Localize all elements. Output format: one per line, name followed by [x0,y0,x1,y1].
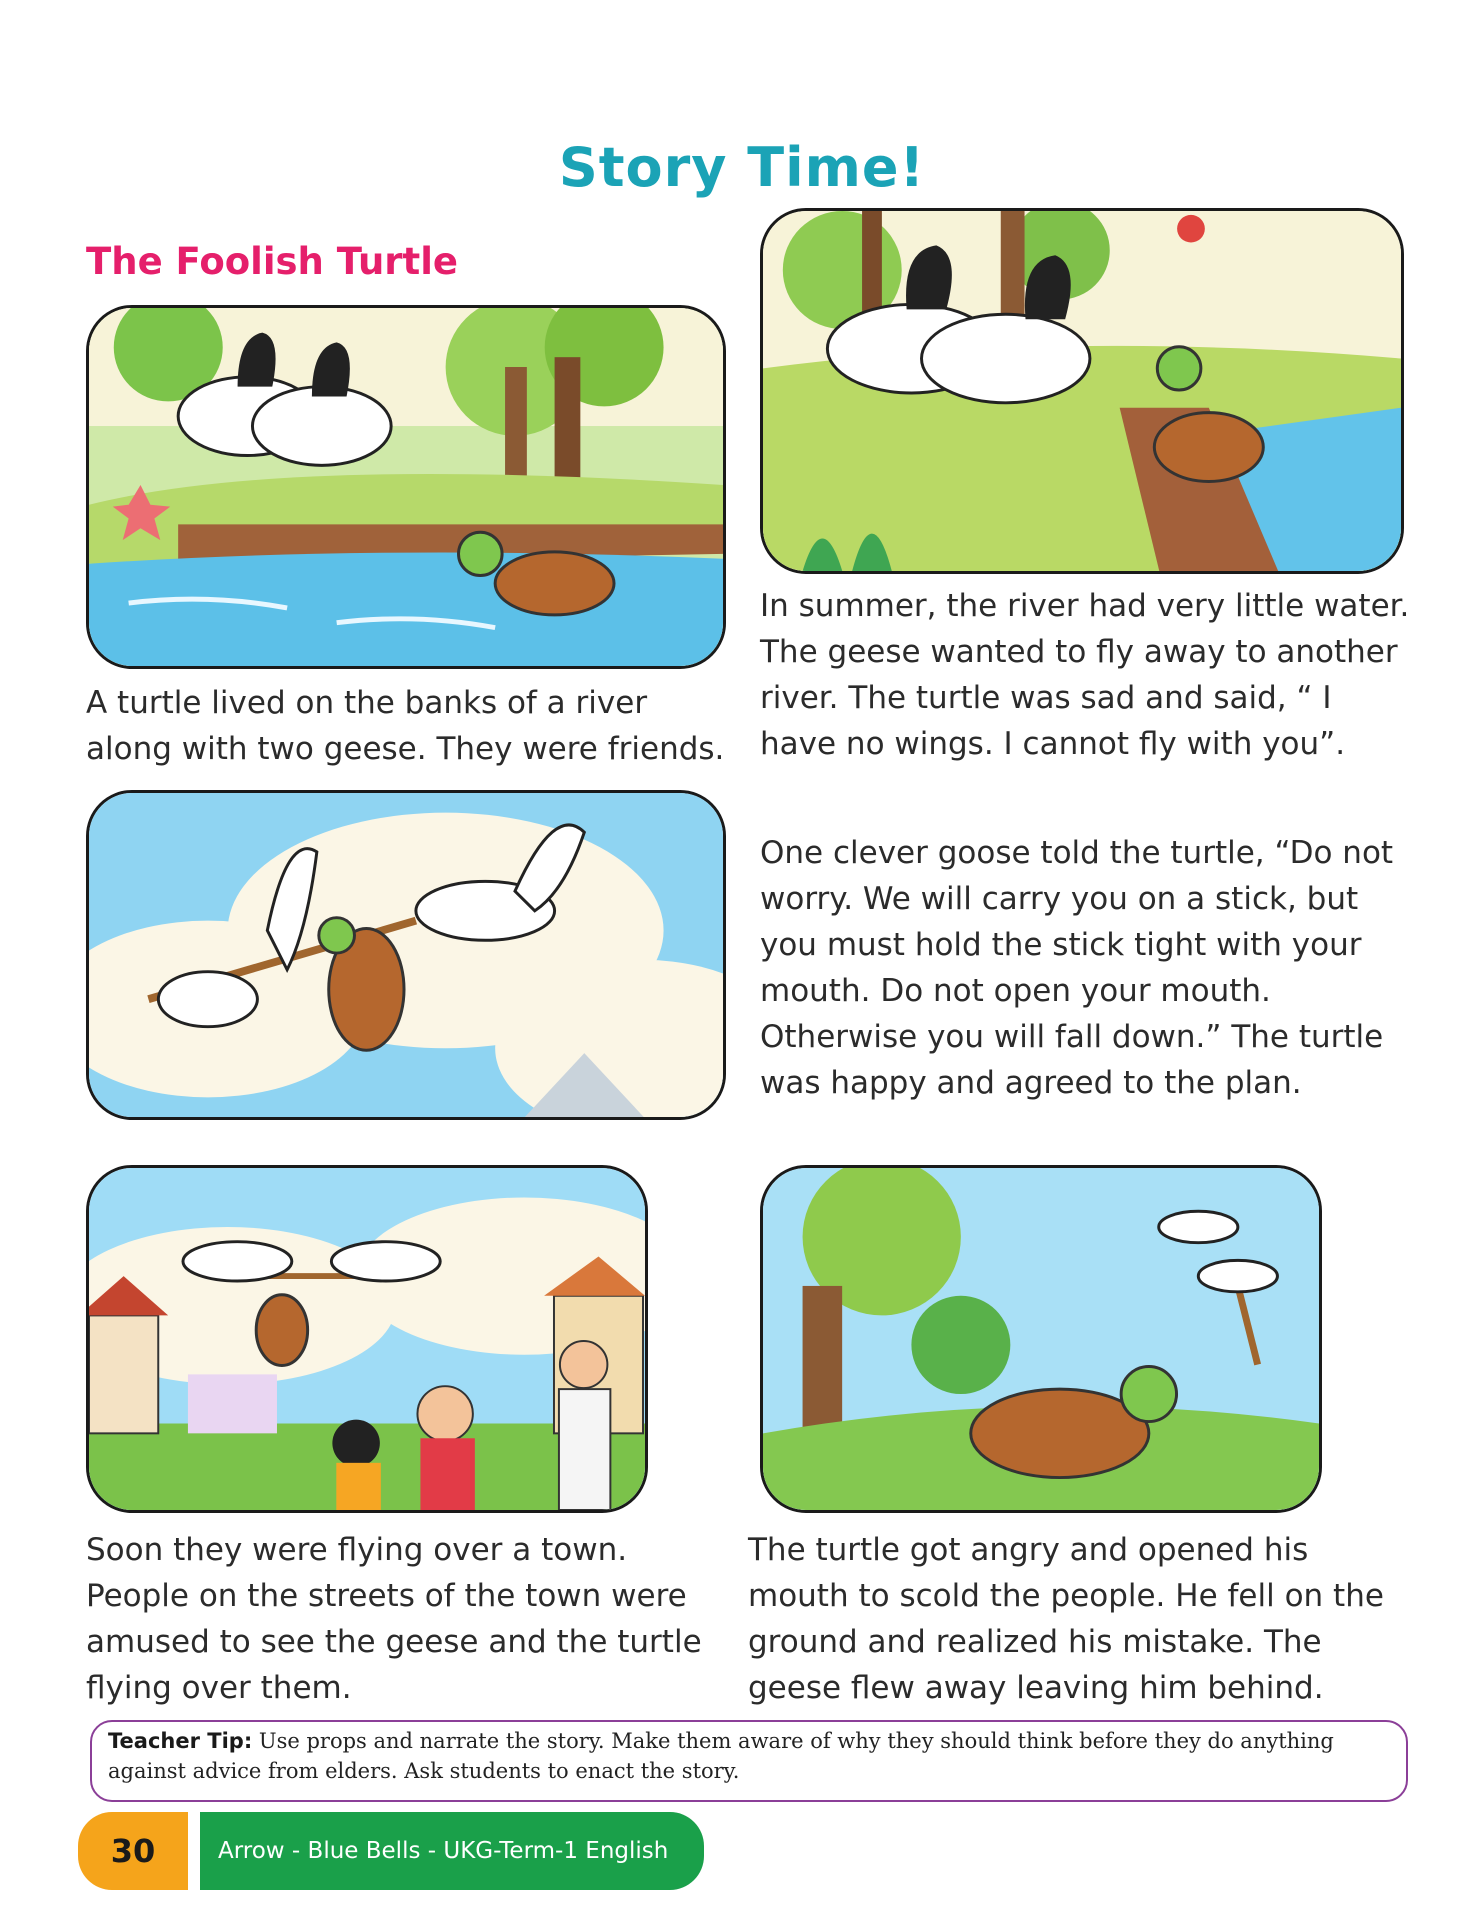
footer-book-title: Arrow - Blue Bells - UKG-Term-1 English [200,1812,704,1890]
story-paragraph-1: A turtle lived on the banks of a river along with two geese. They were friends. [86,685,725,767]
teacher-tip-label: Teacher Tip: [108,1729,253,1753]
teacher-tip-box [90,1720,1408,1802]
page-title: Story Time! [558,136,926,199]
story-paragraph-2: In summer, the river had very little water. The geese wanted to fly away to another river. The turtle was sad and said, “ I have no wings. I cannot fly with you”. [760,588,1410,762]
illustration-geese-carry-turtle [86,790,726,1120]
story-title: The Foolish Turtle [86,240,459,283]
story-paragraph-3: One clever goose told the turtle, “Do not worry. We will carry you on a stick, but you must hold the stick tight with your mouth. Do not open your mouth. Otherwise you will fall down.” The turtle was happy and agreed to the plan. [760,835,1394,1101]
story-paragraph-4: Soon they were flying over a town. People on the streets of the town were amused to see the geese and the turtle flying over them. [86,1532,702,1706]
story-paragraph-5: The turtle got angry and opened his mouth to scold the people. He fell on the ground and realized his mistake. The geese flew away leaving him behind. [748,1532,1384,1706]
teacher-tip-text: Use props and narrate the story. Make them aware of why they should think before they do anything against advice from elders. Ask students to enact the story. [108,1729,1334,1783]
illustration-flying-over-town [86,1165,648,1513]
page-number: 30 [78,1812,188,1890]
illustration-turtle-falls [760,1165,1322,1513]
illustration-geese-talk-to-turtle [760,208,1404,574]
illustration-geese-turtle-river [86,305,726,669]
